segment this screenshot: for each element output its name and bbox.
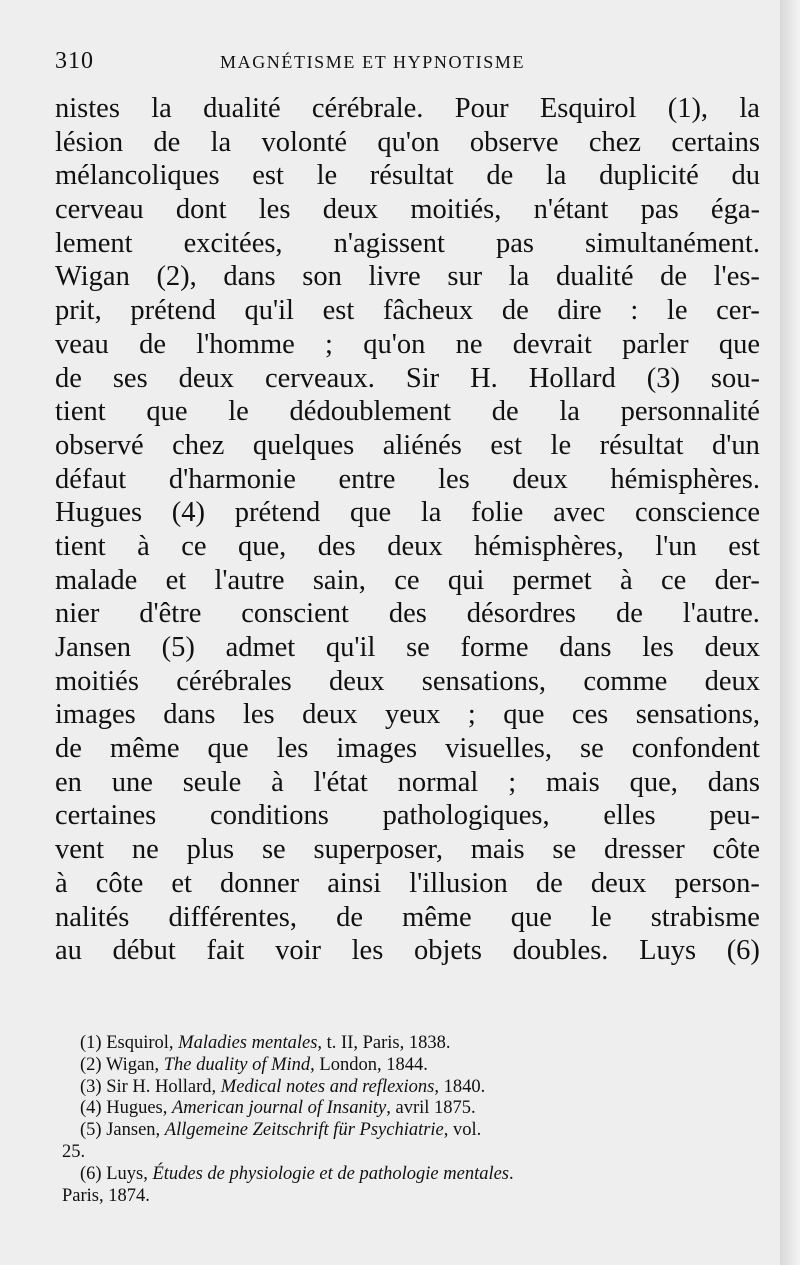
text-line: à côte et donner ainsi l'illusion de deux person- (55, 867, 760, 899)
text-line: Hugues (4) prétend que la folie avec conscience (55, 497, 760, 529)
text-line: images dans les deux yeux ; que ces sensations, (55, 699, 760, 731)
page-edge-shadow (780, 0, 800, 1265)
footnote-mark: (6) (80, 1163, 102, 1184)
footnote-title: Études de physiologie et de pathologie mentales (152, 1163, 510, 1184)
text-line: cerveau dont les deux moitiés, n'étant pas éga- (55, 194, 760, 226)
running-head: MAGNÉTISME ET HYPNOTISME (220, 52, 526, 72)
footnote (62, 1077, 767, 1099)
footnote-rest: , t. II, Paris, 1838. (317, 1033, 451, 1053)
page-header (55, 48, 755, 78)
footnote (62, 1164, 767, 1186)
body-text (55, 92, 760, 968)
text-line: au début fait voir les objets doubles. Luys (6) (55, 935, 760, 967)
text-line: lésion de la volonté qu'on observe chez certains (55, 126, 760, 158)
footnote-mark: (3) (80, 1076, 102, 1097)
text-line: observé chez quelques aliénés est le résultat d'un (55, 429, 760, 461)
text-line: défaut d'harmonie entre les deux hémisphères. (55, 463, 760, 495)
footnotes (62, 1033, 767, 1207)
footnote-rest: Paris, 1874. (62, 1185, 150, 1206)
footnote (62, 1142, 767, 1164)
text-line: lement excitées, n'agissent pas simultanément. (55, 227, 760, 259)
page-number: 310 (55, 48, 94, 74)
text-line: certaines conditions pathologiques, elles peu- (55, 800, 760, 832)
footnote-author: Sir H. Hollard, (106, 1076, 217, 1097)
text-line: moitiés cérébrales deux sensations, comme deux (55, 665, 760, 697)
text-line: nalités différentes, de même que le strabisme (55, 901, 760, 933)
footnote-rest: , vol. (443, 1120, 482, 1141)
footnote-author: Jansen, (106, 1120, 161, 1141)
text-line: Wigan (2), dans son livre sur la dualité de l'es- (55, 261, 760, 293)
footnote (62, 1033, 767, 1055)
footnote (62, 1186, 767, 1208)
footnote-title: Allgemeine Zeitschrift für Psychiatrie (164, 1120, 444, 1141)
footnote-author: Wigan, (105, 1054, 160, 1075)
footnote-title: The duality of Mind (163, 1054, 311, 1075)
footnote-mark: (2) (80, 1054, 102, 1075)
text-line: prit, prétend qu'il est fâcheux de dire : le cer- (55, 295, 760, 327)
text-line: vent ne plus se superposer, mais se dresser côte (55, 834, 760, 866)
footnote-rest: , London, 1844. (310, 1054, 428, 1075)
text-line: mélancoliques est le résultat de la duplicité du (55, 160, 760, 192)
footnote-title: Medical notes and reflexions (220, 1076, 435, 1097)
footnote-rest: 25. (62, 1141, 86, 1162)
footnote-mark: (5) (80, 1120, 102, 1141)
footnote-rest: . (509, 1163, 514, 1184)
footnote (62, 1098, 767, 1120)
footnote-mark: (1) (80, 1033, 102, 1053)
text-line: Jansen (5) admet qu'il se forme dans les deux (55, 632, 760, 663)
footnote-rest: , 1840. (434, 1076, 486, 1097)
text-line: nier d'être conscient des désordres de l'autre. (55, 598, 760, 630)
text-line: en une seule à l'état normal ; mais que, dans (55, 766, 760, 798)
text-line: malade et l'autre sain, ce qui permet à ce der- (55, 564, 760, 596)
footnote-rest: , avril 1875. (386, 1098, 476, 1119)
text-line: nistes la dualité cérébrale. Pour Esquirol (1), la (55, 93, 760, 124)
footnote-mark: (4) (80, 1098, 102, 1119)
footnote (62, 1055, 767, 1077)
text-line: veau de l'homme ; qu'on ne devrait parler que (55, 328, 760, 360)
footnote-author: Hugues, (106, 1098, 168, 1119)
text-line: de ses deux cerveaux. Sir H. Hollard (3) sou- (55, 362, 760, 394)
text-line: tient à ce que, des deux hémisphères, l'un est (55, 530, 760, 562)
text-line: de même que les images visuelles, se confondent (55, 733, 760, 765)
text-line: tient que le dédoublement de la personnalité (55, 396, 760, 428)
footnote-title: American journal of Insanity (171, 1098, 387, 1119)
footnote-author: Luys, (106, 1163, 148, 1184)
footnote (62, 1120, 767, 1142)
footnote-title: Maladies mentales (178, 1033, 318, 1053)
footnote-author: Esquirol, (106, 1033, 174, 1053)
